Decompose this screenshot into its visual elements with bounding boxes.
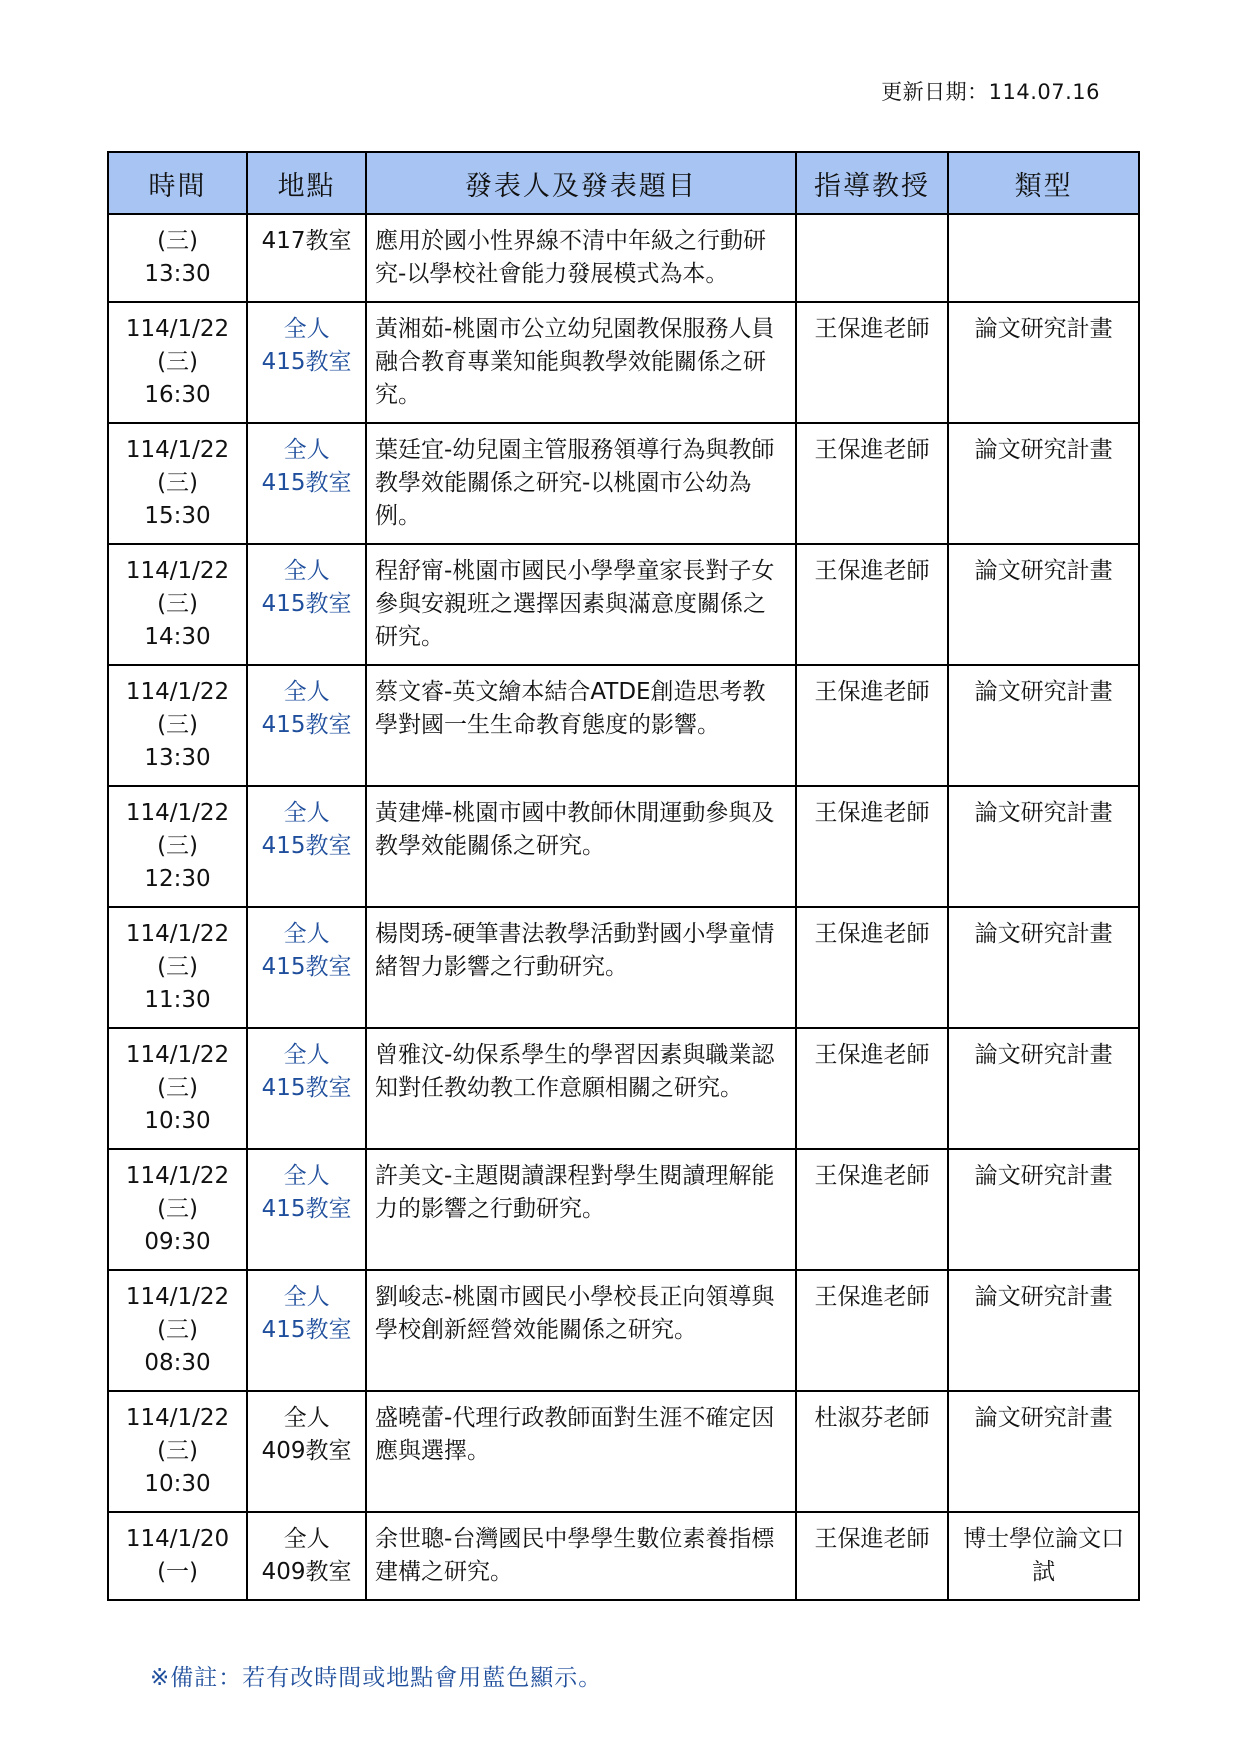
header-time: 時間 xyxy=(108,152,247,214)
cell-type: 論文研究計畫 xyxy=(948,665,1139,786)
cell-topic: 蔡文睿-英文繪本結合ATDE創造思考教學對國一生生命教育態度的影響。 xyxy=(366,665,796,786)
time-line: (三) xyxy=(157,1317,199,1343)
cell-advisor: 王保進老師 xyxy=(796,1028,949,1149)
cell-place xyxy=(247,1149,366,1270)
place-line: 409教室 xyxy=(261,1438,352,1464)
table-row xyxy=(108,907,1139,1028)
place-line: 415教室 xyxy=(261,1196,352,1222)
cell-time xyxy=(108,1391,247,1512)
place-line: 全人 xyxy=(283,921,330,947)
time-line: 114/1/22 xyxy=(125,1042,230,1068)
time-line: (三) xyxy=(157,712,199,738)
cell-advisor: 王保進老師 xyxy=(796,1512,949,1600)
time-line: 114/1/22 xyxy=(125,1405,230,1431)
cell-advisor: 王保進老師 xyxy=(796,665,949,786)
cell-place xyxy=(247,302,366,423)
cell-topic: 盛曉蕾-代理行政教師面對生涯不確定因應與選擇。 xyxy=(366,1391,796,1512)
table-row xyxy=(108,1512,1139,1600)
time-line: 114/1/22 xyxy=(125,558,230,584)
time-line: (三) xyxy=(157,349,199,375)
table-row xyxy=(108,214,1139,302)
cell-advisor: 王保進老師 xyxy=(796,786,949,907)
table-header-row xyxy=(108,152,1139,214)
time-line: 114/1/22 xyxy=(125,316,230,342)
table-row xyxy=(108,544,1139,665)
schedule-table xyxy=(107,151,1140,1601)
place-line: 415教室 xyxy=(261,954,352,980)
time-line: (一) xyxy=(157,1559,199,1585)
table-row xyxy=(108,302,1139,423)
time-line: (三) xyxy=(157,228,199,254)
cell-advisor: 王保進老師 xyxy=(796,423,949,544)
cell-type: 論文研究計畫 xyxy=(948,423,1139,544)
time-line: (三) xyxy=(157,1438,199,1464)
cell-time xyxy=(108,544,247,665)
table-row xyxy=(108,1149,1139,1270)
place-line: 415教室 xyxy=(261,712,352,738)
place-line: 全人 xyxy=(283,1042,330,1068)
place-line: 417教室 xyxy=(261,228,352,254)
cell-time xyxy=(108,214,247,302)
time-line: 114/1/22 xyxy=(125,800,230,826)
place-line: 全人 xyxy=(283,437,330,463)
cell-place xyxy=(247,1391,366,1512)
place-line: 415教室 xyxy=(261,833,352,859)
place-line: 415教室 xyxy=(261,349,352,375)
cell-topic: 曾雅汶-幼保系學生的學習因素與職業認知對任教幼教工作意願相關之研究。 xyxy=(366,1028,796,1149)
time-line: (三) xyxy=(157,591,199,617)
time-line: 14:30 xyxy=(144,624,211,650)
table-row xyxy=(108,786,1139,907)
header-place: 地點 xyxy=(247,152,366,214)
time-line: 114/1/22 xyxy=(125,1163,230,1189)
place-line: 全人 xyxy=(283,316,330,342)
cell-place xyxy=(247,786,366,907)
cell-type: 論文研究計畫 xyxy=(948,302,1139,423)
footer-note: ※備註：若有改時間或地點會用藍色顯示。 xyxy=(150,1665,603,1691)
cell-place xyxy=(247,1028,366,1149)
time-line: 15:30 xyxy=(144,503,211,529)
cell-type: 論文研究計畫 xyxy=(948,907,1139,1028)
cell-time xyxy=(108,1149,247,1270)
header-advisor: 指導教授 xyxy=(796,152,949,214)
cell-time xyxy=(108,665,247,786)
cell-topic: 余世聰-台灣國民中學學生數位素養指標建構之研究。 xyxy=(366,1512,796,1600)
cell-topic: 劉峻志-桃園市國民小學校長正向領導與學校創新經營效能關係之研究。 xyxy=(366,1270,796,1391)
place-line: 全人 xyxy=(283,1526,330,1552)
cell-place xyxy=(247,1270,366,1391)
cell-place xyxy=(247,214,366,302)
cell-time xyxy=(108,302,247,423)
cell-advisor: 杜淑芬老師 xyxy=(796,1391,949,1512)
place-line: 全人 xyxy=(283,1405,330,1431)
cell-type: 論文研究計畫 xyxy=(948,1149,1139,1270)
time-line: 114/1/22 xyxy=(125,679,230,705)
time-line: (三) xyxy=(157,1075,199,1101)
cell-time xyxy=(108,1028,247,1149)
cell-place xyxy=(247,423,366,544)
cell-advisor: 王保進老師 xyxy=(796,302,949,423)
header-topic: 發表人及發表題目 xyxy=(366,152,796,214)
time-line: 10:30 xyxy=(144,1108,211,1134)
time-line: 08:30 xyxy=(144,1350,211,1376)
place-line: 全人 xyxy=(283,800,330,826)
table-row xyxy=(108,1270,1139,1391)
cell-time xyxy=(108,907,247,1028)
cell-advisor: 王保進老師 xyxy=(796,907,949,1028)
time-line: 114/1/20 xyxy=(125,1526,230,1552)
cell-time xyxy=(108,1270,247,1391)
time-line: 13:30 xyxy=(144,745,211,771)
cell-topic: 葉廷宜-幼兒園主管服務領導行為與教師教學效能關係之研究-以桃園市公幼為例。 xyxy=(366,423,796,544)
cell-time xyxy=(108,1512,247,1600)
time-line: (三) xyxy=(157,1196,199,1222)
time-line: 114/1/22 xyxy=(125,1284,230,1310)
cell-type xyxy=(948,214,1139,302)
place-line: 全人 xyxy=(283,558,330,584)
place-line: 全人 xyxy=(283,679,330,705)
update-date: 更新日期：114.07.16 xyxy=(881,80,1100,104)
cell-topic: 許美文-主題閱讀課程對學生閱讀理解能力的影響之行動研究。 xyxy=(366,1149,796,1270)
cell-type: 論文研究計畫 xyxy=(948,544,1139,665)
place-line: 415教室 xyxy=(261,470,352,496)
header-type: 類型 xyxy=(948,152,1139,214)
time-line: 16:30 xyxy=(144,382,211,408)
place-line: 415教室 xyxy=(261,1317,352,1343)
cell-advisor: 王保進老師 xyxy=(796,544,949,665)
time-line: 13:30 xyxy=(144,261,211,287)
place-line: 415教室 xyxy=(261,1075,352,1101)
time-line: 09:30 xyxy=(144,1229,211,1255)
time-line: (三) xyxy=(157,833,199,859)
time-line: 114/1/22 xyxy=(125,437,230,463)
time-line: 10:30 xyxy=(144,1471,211,1497)
place-line: 全人 xyxy=(283,1163,330,1189)
cell-type: 博士學位論文口試 xyxy=(948,1512,1139,1600)
place-line: 409教室 xyxy=(261,1559,352,1585)
cell-topic: 黃建燁-桃園市國中教師休閒運動參與及教學效能關係之研究。 xyxy=(366,786,796,907)
time-line: (三) xyxy=(157,954,199,980)
cell-advisor xyxy=(796,214,949,302)
cell-type: 論文研究計畫 xyxy=(948,1270,1139,1391)
cell-place xyxy=(247,907,366,1028)
place-line: 415教室 xyxy=(261,591,352,617)
cell-place xyxy=(247,544,366,665)
time-line: 11:30 xyxy=(144,987,211,1013)
cell-advisor: 王保進老師 xyxy=(796,1270,949,1391)
cell-type: 論文研究計畫 xyxy=(948,1391,1139,1512)
place-line: 全人 xyxy=(283,1284,330,1310)
time-line: (三) xyxy=(157,470,199,496)
cell-place xyxy=(247,1512,366,1600)
cell-topic: 黃湘茹-桃園市公立幼兒園教保服務人員融合教育專業知能與教學效能關係之研究。 xyxy=(366,302,796,423)
table-row xyxy=(108,423,1139,544)
table-row xyxy=(108,1391,1139,1512)
cell-advisor: 王保進老師 xyxy=(796,1149,949,1270)
cell-topic: 楊閔琇-硬筆書法教學活動對國小學童情緒智力影響之行動研究。 xyxy=(366,907,796,1028)
cell-topic: 程舒甯-桃園市國民小學學童家長對子女參與安親班之選擇因素與滿意度關係之研究。 xyxy=(366,544,796,665)
time-line: 114/1/22 xyxy=(125,921,230,947)
cell-type: 論文研究計畫 xyxy=(948,1028,1139,1149)
table-row xyxy=(108,665,1139,786)
cell-time xyxy=(108,423,247,544)
table-row xyxy=(108,1028,1139,1149)
cell-topic: 應用於國小性界線不清中年級之行動研究-以學校社會能力發展模式為本。 xyxy=(366,214,796,302)
cell-time xyxy=(108,786,247,907)
time-line: 12:30 xyxy=(144,866,211,892)
cell-type: 論文研究計畫 xyxy=(948,786,1139,907)
cell-place xyxy=(247,665,366,786)
